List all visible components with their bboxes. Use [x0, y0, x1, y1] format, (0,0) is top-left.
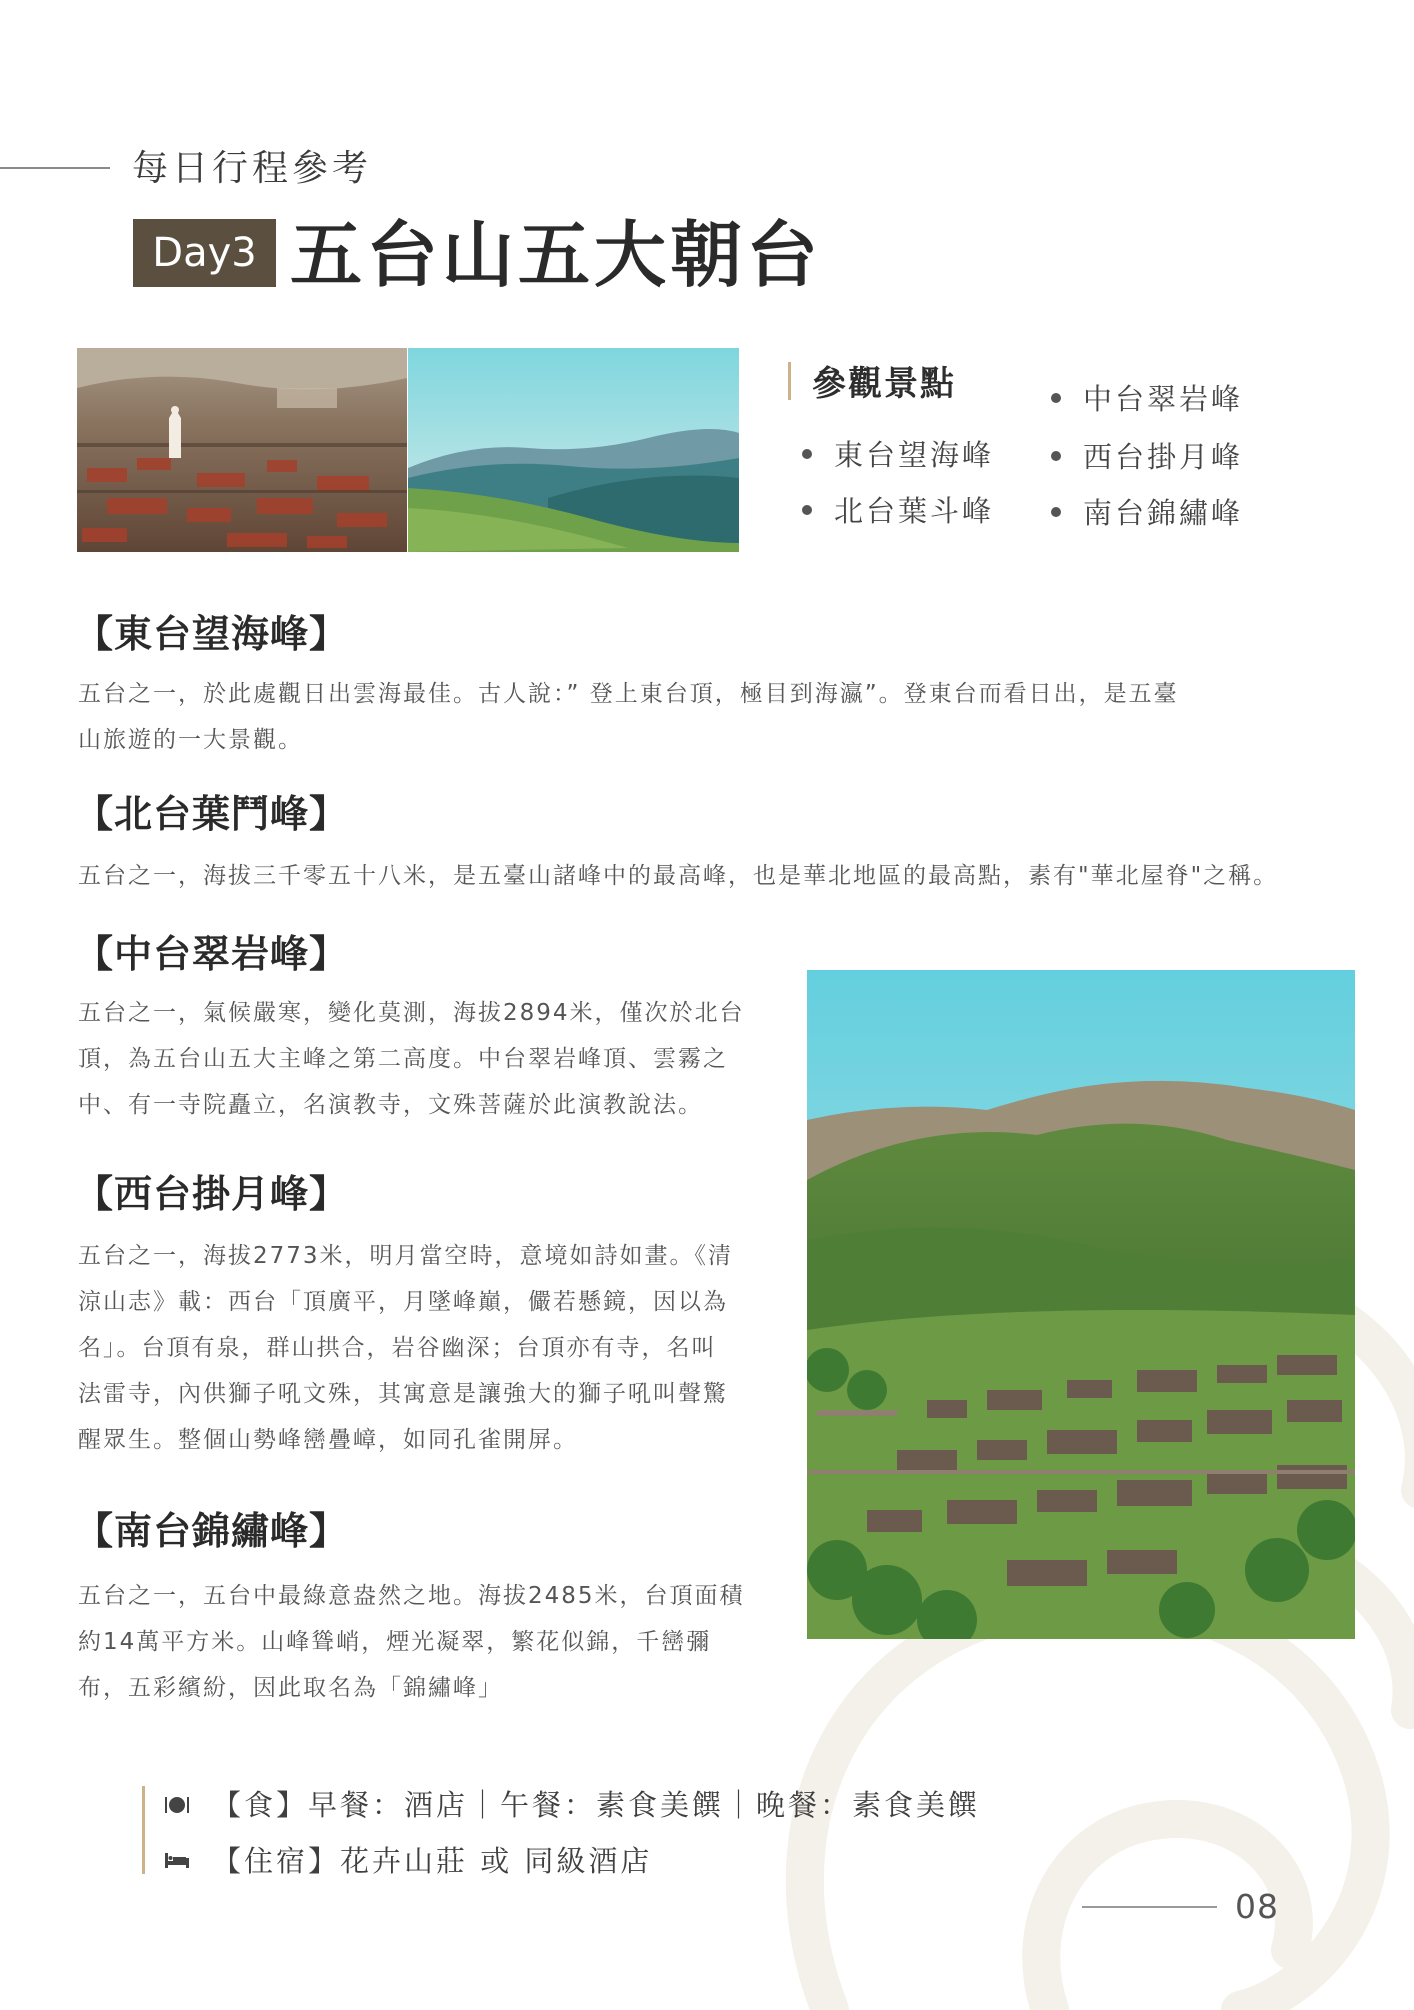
- dining-icon: [162, 1792, 192, 1816]
- text-line: 法雷寺，內供獅子吼文殊，其寓意是讓強大的獅子吼叫聲驚: [78, 1381, 728, 1407]
- section-title-north-peak: 【北台葉鬥峰】: [75, 792, 349, 836]
- section-text-central-peak: [78, 990, 778, 1128]
- attractions-accent-bar: [788, 362, 791, 400]
- mountain-valley-photo: [807, 970, 1355, 1639]
- header-rule: [0, 167, 110, 169]
- section-title-west-peak: 【西台掛月峰】: [75, 1172, 349, 1216]
- text-line: 名」。台頂有泉，群山拱合，岩谷幽深；台頂亦有寺，名叫: [78, 1335, 717, 1361]
- text-line: 頂，為五台山五大主峰之第二高度。中台翠岩峰頂、雲霧之: [78, 1046, 728, 1072]
- attraction-item: [1051, 435, 1243, 476]
- attraction-item: [1051, 377, 1243, 418]
- bullet-icon: [1051, 451, 1061, 461]
- text-line: 五台之一，於此處觀日出雲海最佳。古人說：” 登上東台頂，極目到海瀛”。登東台而看日出，是五臺: [78, 681, 1179, 707]
- meals-row: [162, 1783, 980, 1824]
- page-number: 08: [1235, 1887, 1279, 1926]
- attraction-label: 北台葉斗峰: [834, 494, 995, 528]
- text-line: 五台之一，海拔三千零五十八米，是五臺山諸峰中的最高峰，也是華北地區的最高點，素有"華北屋脊"之稱。: [78, 863, 1279, 889]
- section-text-south-peak: [78, 1573, 778, 1711]
- attraction-item: [802, 489, 994, 530]
- meals-text: 【食】早餐：酒店｜午餐：素食美饌｜晚餐：素食美饌: [212, 1788, 981, 1822]
- day-title: 五台山五大朝台: [290, 213, 823, 297]
- section-text-west-peak: [78, 1233, 778, 1463]
- text-line: 五台之一，氣候嚴寒，變化莫測，海拔2894米，僅次於北台: [78, 1000, 745, 1026]
- section-title-central-peak: 【中台翠岩峰】: [75, 932, 349, 976]
- bed-icon: [162, 1850, 192, 1870]
- temple-town-photo: [77, 348, 407, 552]
- lodging-text: 【住宿】花卉山莊 或 同級酒店: [212, 1844, 653, 1878]
- attraction-label: 南台錦繡峰: [1083, 496, 1244, 530]
- text-line: 約14萬平方米。山峰聳峭，煙光凝翠，繁花似錦，千巒彌: [78, 1629, 712, 1655]
- section-title-east-peak: 【東台望海峰】: [75, 612, 349, 656]
- text-line: 涼山志》載：西台「頂廣平，月墜峰巔，儼若懸鏡，因以為: [78, 1289, 728, 1315]
- attraction-label: 西台掛月峰: [1083, 440, 1244, 474]
- attraction-label: 東台望海峰: [834, 438, 995, 472]
- text-line: 布，五彩繽紛，因此取名為「錦繡峰」: [78, 1675, 503, 1701]
- page-number-rule: [1082, 1906, 1217, 1908]
- text-line: 五台之一，海拔2773米，明月當空時，意境如詩如畫。《清: [78, 1243, 734, 1269]
- day-badge: Day3: [133, 219, 276, 287]
- footer-accent-bar: [142, 1786, 145, 1874]
- bullet-icon: [1051, 393, 1061, 403]
- attraction-label: 中台翠岩峰: [1083, 382, 1244, 416]
- lodging-row: [162, 1839, 652, 1880]
- text-line: 山旅遊的一大景觀。: [78, 727, 303, 753]
- attraction-item: [802, 433, 994, 474]
- section-label: 每日行程參考: [132, 148, 373, 189]
- attraction-item: [1051, 491, 1243, 532]
- mountain-ridge-photo: [408, 348, 739, 552]
- text-line: 醒眾生。整個山勢峰巒疊嶂，如同孔雀開屏。: [78, 1427, 578, 1453]
- section-text-east-peak: [78, 671, 1318, 763]
- bullet-icon: [1051, 507, 1061, 517]
- section-text-north-peak: [78, 853, 1378, 899]
- text-line: 五台之一，五台中最綠意盎然之地。海拔2485米，台頂面積: [78, 1583, 745, 1609]
- attractions-title: 參觀景點: [812, 364, 956, 404]
- section-title-south-peak: 【南台錦繡峰】: [75, 1509, 349, 1553]
- bullet-icon: [802, 449, 812, 459]
- bullet-icon: [802, 505, 812, 515]
- text-line: 中、有一寺院矗立，名演教寺，文殊菩薩於此演教說法。: [78, 1092, 703, 1118]
